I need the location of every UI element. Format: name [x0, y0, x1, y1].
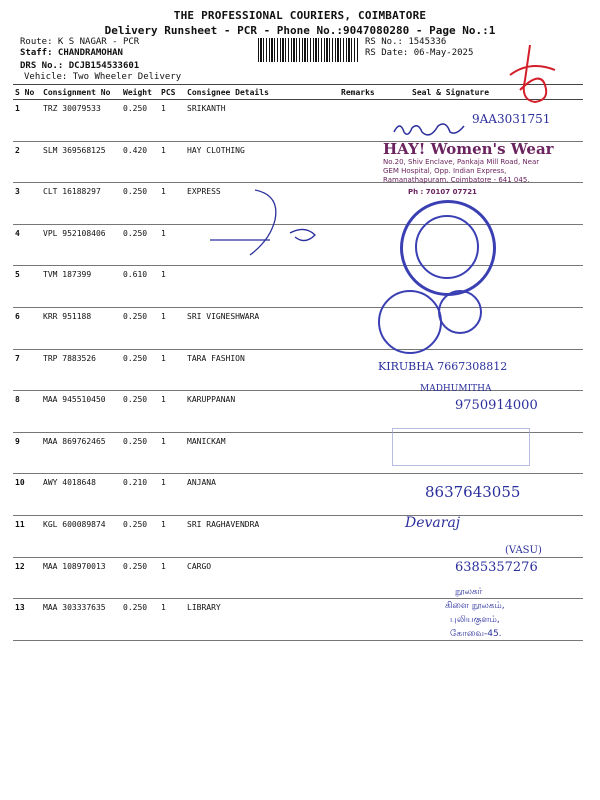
cell-weight: 0.210	[121, 474, 159, 516]
handwriting-row12-name: (VASU)	[505, 545, 542, 556]
cell-remarks	[339, 391, 387, 433]
col-remarks: Remarks	[339, 85, 387, 100]
cell-consignment: SLM 369568125	[41, 141, 121, 183]
cell-sno: 5	[13, 266, 41, 308]
round-stamp-row6-small	[438, 290, 482, 334]
cell-remarks	[339, 141, 387, 183]
cell-weight: 0.250	[121, 432, 159, 474]
cell-sno: 3	[13, 183, 41, 225]
cell-pcs: 1	[159, 100, 185, 142]
cell-consignee: CARGO	[185, 557, 339, 599]
cell-consignment: AWY 4018648	[41, 474, 121, 516]
hay-stamp-phone: Ph : 70107 07721	[408, 188, 477, 196]
cell-remarks	[339, 224, 387, 266]
cell-weight: 0.250	[121, 349, 159, 391]
cell-remarks	[339, 515, 387, 557]
handwriting-row12-phone: 6385357276	[455, 560, 538, 575]
vehicle-label: Vehicle: Two Wheeler Delivery	[24, 72, 182, 82]
runsheet-subtitle: Delivery Runsheet - PCR - Phone No.:9047080280 - Page No.:1	[104, 24, 496, 37]
cell-consignment: MAA 945510450	[41, 391, 121, 433]
table-row	[13, 515, 583, 557]
cell-sno: 8	[13, 391, 41, 433]
col-consignee: Consignee Details	[185, 85, 339, 100]
col-sno: S No	[13, 85, 41, 100]
cell-consignee: HAY CLOTHING	[185, 141, 339, 183]
handdrawn-mark-consignee	[190, 185, 330, 275]
cell-remarks	[339, 599, 387, 641]
hay-stamp-title: HAY! Women's Wear	[383, 140, 554, 158]
cell-sno: 9	[13, 432, 41, 474]
cell-consignee: SRI VIGNESHWARA	[185, 307, 339, 349]
cell-weight: 0.250	[121, 599, 159, 641]
rs-number: RS No.: 1545336	[365, 37, 447, 47]
hay-stamp-address: No.20, Shiv Enclave, Pankaja Mill Road, Near GEM Hospital, Opp. Indian Express, Ramanathapuram, Coimbatore - 641 045.	[383, 158, 540, 184]
tamil-stamp-line1: நூலகர்	[455, 587, 483, 597]
barcode	[258, 38, 358, 62]
cell-remarks	[339, 100, 387, 142]
cell-sno: 4	[13, 224, 41, 266]
cell-weight: 0.250	[121, 391, 159, 433]
cell-consignment: VPL 952108406	[41, 224, 121, 266]
cell-remarks	[339, 183, 387, 225]
cell-weight: 0.420	[121, 141, 159, 183]
red-ink-mark	[500, 40, 560, 110]
signature-row1	[390, 118, 470, 142]
handwriting-row8-name: MADHUMITHA	[420, 384, 492, 394]
cell-pcs: 1	[159, 349, 185, 391]
cell-pcs: 1	[159, 391, 185, 433]
col-pcs: PCS	[159, 85, 185, 100]
cell-remarks	[339, 266, 387, 308]
round-stamp-inner	[415, 215, 479, 279]
cell-remarks	[339, 432, 387, 474]
route-label: Route: K S NAGAR - PCR	[20, 37, 140, 47]
cell-pcs: 1	[159, 224, 185, 266]
cell-consignee: SRI RAGHAVENDRA	[185, 515, 339, 557]
cell-consignment: MAA 303337635	[41, 599, 121, 641]
cell-pcs: 1	[159, 557, 185, 599]
tamil-stamp-line3: புலியகுளம்,	[450, 615, 500, 625]
cell-pcs: 1	[159, 141, 185, 183]
cell-sno: 6	[13, 307, 41, 349]
cell-sno: 7	[13, 349, 41, 391]
table-header-row	[13, 85, 583, 100]
cell-consignment: KRR 951188	[41, 307, 121, 349]
cell-sno: 10	[13, 474, 41, 516]
tamil-stamp-line4: கோவை-45.	[450, 629, 502, 639]
drs-number: DRS No.: DCJB154533601	[20, 61, 140, 71]
cell-pcs: 1	[159, 266, 185, 308]
cell-pcs: 1	[159, 183, 185, 225]
cell-weight: 0.250	[121, 224, 159, 266]
cell-sno: 1	[13, 100, 41, 142]
cell-weight: 0.250	[121, 183, 159, 225]
tamil-stamp-line2: கிளை நூலகம்,	[445, 601, 505, 611]
cell-consignment: MAA 869762465	[41, 432, 121, 474]
cell-consignee: TARA FASHION	[185, 349, 339, 391]
cell-sno: 13	[13, 599, 41, 641]
cell-consignment: TRZ 30079533	[41, 100, 121, 142]
cell-consignee: SRIKANTH	[185, 100, 339, 142]
cell-consignment: CLT 16188297	[41, 183, 121, 225]
handwriting-row1: 9AA3031751	[472, 112, 551, 126]
staff-label: Staff: CHANDRAMOHAN	[20, 48, 123, 58]
cell-pcs: 1	[159, 515, 185, 557]
handwriting-row11: Devaraj	[405, 515, 461, 531]
cell-weight: 0.250	[121, 307, 159, 349]
table-row	[13, 307, 583, 349]
handwriting-row10: 8637643055	[425, 483, 521, 501]
handwriting-row7: KIRUBHA 7667308812	[378, 360, 508, 373]
cell-weight: 0.250	[121, 557, 159, 599]
runsheet-title: THE PROFESSIONAL COURIERS, COIMBATORE	[173, 9, 427, 22]
col-signature: Seal & Signature	[387, 85, 583, 100]
handwriting-row8-phone: 9750914000	[455, 398, 538, 413]
rs-date: RS Date: 06-May-2025	[365, 48, 474, 58]
cell-weight: 0.610	[121, 266, 159, 308]
cell-consignment: MAA 108970013	[41, 557, 121, 599]
cell-consignee: EXPRESS	[185, 183, 339, 225]
cell-pcs: 1	[159, 474, 185, 516]
cell-pcs: 1	[159, 307, 185, 349]
cell-weight: 0.250	[121, 100, 159, 142]
cell-consignee: MANICKAM	[185, 432, 339, 474]
cell-consignee: LIBRARY	[185, 599, 339, 641]
cell-pcs: 1	[159, 599, 185, 641]
cell-pcs: 1	[159, 432, 185, 474]
cell-remarks	[339, 557, 387, 599]
cell-consignee: ANJANA	[185, 474, 339, 516]
round-stamp-row6	[378, 290, 442, 354]
cell-sno: 2	[13, 141, 41, 183]
cell-sno: 11	[13, 515, 41, 557]
cell-consignee: KARUPPANAN	[185, 391, 339, 433]
col-weight: Weight	[121, 85, 159, 100]
cell-consignment: TRP 7883526	[41, 349, 121, 391]
cell-weight: 0.250	[121, 515, 159, 557]
cell-remarks	[339, 474, 387, 516]
stamp-row9	[392, 428, 530, 466]
cell-consignment: TVM 187399	[41, 266, 121, 308]
col-consignment: Consignment No	[41, 85, 121, 100]
cell-consignment: KGL 600089874	[41, 515, 121, 557]
cell-sno: 12	[13, 557, 41, 599]
